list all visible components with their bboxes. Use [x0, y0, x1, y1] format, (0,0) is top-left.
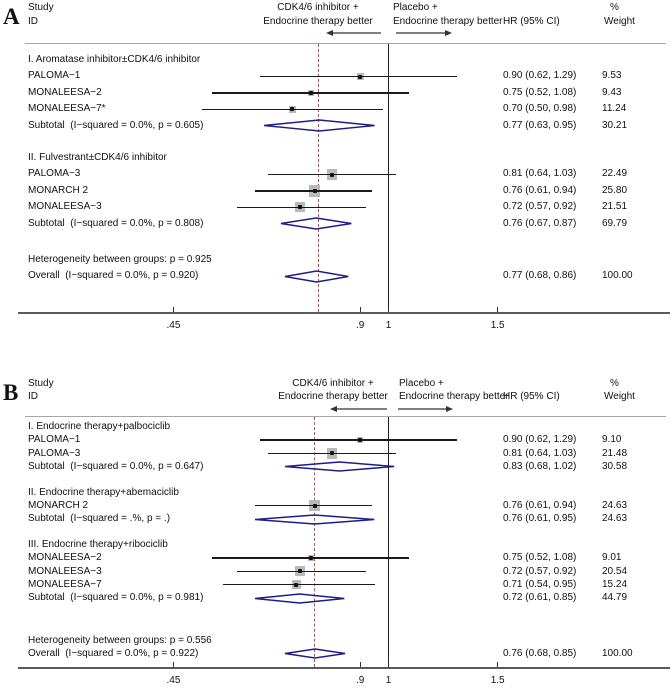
row-study	[0, 565, 672, 578]
hr-ci-value: 0.83 (0.68, 1.02)	[503, 461, 577, 473]
point-estimate-marker	[358, 75, 362, 79]
weight-column-header-line2: Weight	[604, 16, 635, 27]
favors-left-label-line1: CDK4/6 inhibitor +	[277, 2, 359, 13]
subtotal-diamond	[284, 461, 395, 472]
hr-ci-value: 0.72 (0.57, 0.92)	[503, 565, 577, 577]
row-diamond	[0, 512, 672, 525]
weight-value: 100.00	[602, 270, 633, 282]
weight-column-header-line2: Weight	[604, 391, 635, 402]
point-estimate-marker	[298, 205, 302, 209]
x-axis-tick	[388, 662, 389, 667]
point-estimate-marker	[313, 189, 317, 193]
x-axis-tick	[497, 662, 498, 667]
row-diamond	[0, 216, 672, 232]
point-estimate-marker	[330, 173, 334, 177]
hr-ci-value: 0.76 (0.61, 0.94)	[503, 184, 577, 196]
hr-column-header: HR (95% CI)	[503, 391, 560, 402]
weight-value: 24.63	[602, 500, 628, 511]
weight-value: 30.58	[602, 461, 628, 473]
x-axis-tick	[173, 307, 174, 312]
group-heading: II. Fulvestrant±CDK4/6 inhibitor	[28, 152, 167, 163]
panel-letter: B	[3, 380, 19, 405]
row-diamond	[0, 118, 672, 134]
row-study	[0, 101, 672, 117]
x-axis-tick-label: 1	[385, 675, 392, 686]
hr-ci-value: 0.90 (0.62, 1.29)	[503, 434, 577, 446]
row-study	[0, 499, 672, 512]
hr-ci-value: 0.76 (0.67, 0.87)	[503, 217, 577, 229]
pooled-label: Subtotal (I−squared = 0.0%, p = 0.808)	[28, 217, 204, 229]
hr-ci-value: 0.81 (0.64, 1.03)	[503, 168, 577, 180]
hr-column-header: HR (95% CI)	[503, 16, 560, 27]
panel-letter: A	[3, 4, 20, 29]
weight-value: 15.24	[602, 579, 628, 590]
hr-ci-value: 0.77 (0.63, 0.95)	[503, 119, 577, 131]
x-axis-tick	[497, 307, 498, 312]
favors-left-arrow	[330, 405, 387, 413]
pooled-label: Subtotal (I−squared = 0.0%, p = 0.981)	[28, 592, 204, 604]
subtotal-diamond	[254, 514, 375, 525]
hr-ci-value: 0.72 (0.61, 0.85)	[503, 592, 577, 604]
weight-column-header-line1: %	[610, 2, 619, 13]
row-study	[0, 68, 672, 84]
favors-right-label-line2: Endocrine therapy better	[393, 16, 503, 27]
point-estimate-marker	[294, 583, 298, 587]
row-diamond	[0, 460, 672, 473]
panel-b	[0, 360, 672, 691]
weight-value: 24.63	[602, 513, 628, 525]
group-heading: II. Endocrine therapy+abemaciclib	[28, 486, 179, 498]
overall-diamond	[284, 648, 346, 659]
favors-right-arrow	[398, 405, 453, 413]
favors-right-arrow	[396, 29, 452, 37]
x-axis-tick	[360, 307, 361, 312]
study-label: PALOMA−3	[28, 168, 81, 180]
x-axis-tick-label: .45	[166, 675, 181, 686]
favors-right-label-line1: Placebo +	[393, 2, 438, 13]
pooled-label: Subtotal (I−squared = .%, p = .)	[28, 513, 171, 525]
hr-ci-value: 0.76 (0.61, 0.94)	[503, 500, 577, 511]
hr-ci-value: 0.71 (0.54, 0.95)	[503, 579, 577, 590]
point-estimate-marker	[330, 451, 334, 455]
weight-value: 9.10	[602, 434, 622, 446]
row-text	[0, 634, 672, 647]
header-rule	[25, 43, 666, 44]
x-axis-line	[18, 312, 670, 314]
study-label: MONARCH 2	[28, 500, 89, 511]
row-heading	[0, 538, 672, 551]
study-label: PALOMA−3	[28, 447, 81, 459]
favors-left-arrow	[326, 29, 381, 37]
weight-value: 21.51	[602, 201, 628, 213]
pooled-label: Subtotal (I−squared = 0.0%, p = 0.647)	[28, 461, 204, 473]
study-label: MONARCH 2	[28, 184, 89, 196]
study-column-header-line2: ID	[28, 16, 38, 27]
row-heading	[0, 486, 672, 499]
study-label: MONALEESA−2	[28, 86, 102, 98]
hr-ci-value: 0.81 (0.64, 1.03)	[503, 447, 577, 459]
weight-value: 25.80	[602, 184, 628, 196]
hr-ci-value: 0.72 (0.57, 0.92)	[503, 201, 577, 213]
row-diamond	[0, 268, 672, 284]
weight-value: 11.24	[602, 103, 627, 115]
row-diamond	[0, 647, 672, 660]
hr-ci-value: 0.77 (0.68, 0.86)	[503, 270, 577, 282]
weight-value: 30.21	[602, 119, 628, 131]
row-heading	[0, 52, 672, 68]
row-study	[0, 551, 672, 564]
row-study	[0, 578, 672, 591]
weight-value: 44.79	[602, 592, 628, 604]
row-study	[0, 447, 672, 460]
weight-value: 21.48	[602, 447, 628, 459]
favors-right-label-line1: Placebo +	[399, 378, 444, 389]
x-axis-tick-label: 1.5	[490, 320, 505, 331]
x-axis-tick-label: .9	[355, 675, 365, 686]
study-column-header-line2: ID	[28, 391, 38, 402]
hr-ci-value: 0.75 (0.52, 1.08)	[503, 86, 577, 98]
study-label: PALOMA−1	[28, 434, 81, 446]
hr-ci-value: 0.70 (0.50, 0.98)	[503, 103, 577, 115]
pooled-label: Overall (I−squared = 0.0%, p = 0.922)	[28, 648, 199, 660]
favors-left-label-line2: Endocrine therapy better	[263, 16, 373, 27]
x-axis-tick-label: .45	[166, 320, 181, 331]
favors-left-label-line1: CDK4/6 inhibitor +	[292, 378, 374, 389]
group-heading: I. Endocrine therapy+palbociclib	[28, 421, 171, 432]
favors-right-label-line2: Endocrine therapy better	[399, 391, 509, 402]
hr-ci-value: 0.76 (0.68, 0.85)	[503, 648, 577, 660]
row-study	[0, 85, 672, 101]
study-label: MONALEESA−2	[28, 552, 102, 564]
hr-ci-value: 0.75 (0.52, 1.08)	[503, 552, 577, 564]
overall-diamond	[284, 270, 349, 283]
weight-value: 69.79	[602, 217, 628, 229]
weight-value: 20.54	[602, 565, 628, 577]
ci-line	[223, 584, 375, 585]
study-label: MONALEESA−3	[28, 201, 102, 213]
row-study	[0, 183, 672, 199]
point-estimate-marker	[309, 91, 313, 95]
weight-value: 22.49	[602, 168, 628, 180]
study-column-header-line1: Study	[28, 378, 54, 389]
pooled-label: Subtotal (I−squared = 0.0%, p = 0.605)	[28, 119, 204, 131]
row-study	[0, 166, 672, 182]
point-estimate-marker	[313, 504, 317, 508]
pooled-label: Overall (I−squared = 0.0%, p = 0.920)	[28, 270, 199, 282]
hr-ci-value: 0.76 (0.61, 0.95)	[503, 513, 577, 525]
header-rule	[25, 416, 666, 417]
weight-value: 9.43	[602, 86, 622, 98]
x-axis-tick-label: .9	[355, 320, 365, 331]
study-label: PALOMA−1	[28, 70, 81, 82]
weight-column-header-line1: %	[610, 378, 619, 389]
row-study	[0, 433, 672, 446]
x-axis-tick	[388, 307, 389, 312]
point-estimate-marker	[298, 569, 302, 573]
weight-value: 9.01	[602, 552, 622, 564]
note-text: Heterogeneity between groups: p = 0.556	[28, 634, 212, 646]
favors-left-label-line2: Endocrine therapy better	[278, 391, 388, 402]
study-column-header-line1: Study	[28, 2, 54, 13]
row-text	[0, 252, 672, 268]
x-axis-tick-label: 1	[385, 320, 392, 331]
note-text: Heterogeneity between groups: p = 0.925	[28, 254, 212, 265]
weight-value: 100.00	[602, 648, 633, 660]
group-heading: III. Endocrine therapy+ribociclib	[28, 538, 168, 550]
x-axis-tick	[173, 662, 174, 667]
row-heading	[0, 420, 672, 433]
point-estimate-marker	[358, 438, 362, 442]
subtotal-diamond	[280, 217, 352, 230]
subtotal-diamond	[263, 119, 376, 132]
subtotal-diamond	[254, 593, 345, 604]
study-label: MONALEESA−3	[28, 565, 102, 577]
study-label: MONALEESA−7	[28, 579, 102, 590]
row-diamond	[0, 591, 672, 604]
x-axis-tick-label: 1.5	[490, 675, 505, 686]
weight-value: 9.53	[602, 70, 622, 82]
row-heading	[0, 150, 672, 166]
group-heading: I. Aromatase inhibitor±CDK4/6 inhibitor	[28, 54, 201, 65]
row-study	[0, 199, 672, 215]
point-estimate-marker	[309, 556, 313, 560]
hr-ci-value: 0.90 (0.62, 1.29)	[503, 70, 577, 82]
x-axis-line	[18, 667, 670, 669]
x-axis-tick	[360, 662, 361, 667]
study-label: MONALEESA−7*	[28, 103, 106, 115]
